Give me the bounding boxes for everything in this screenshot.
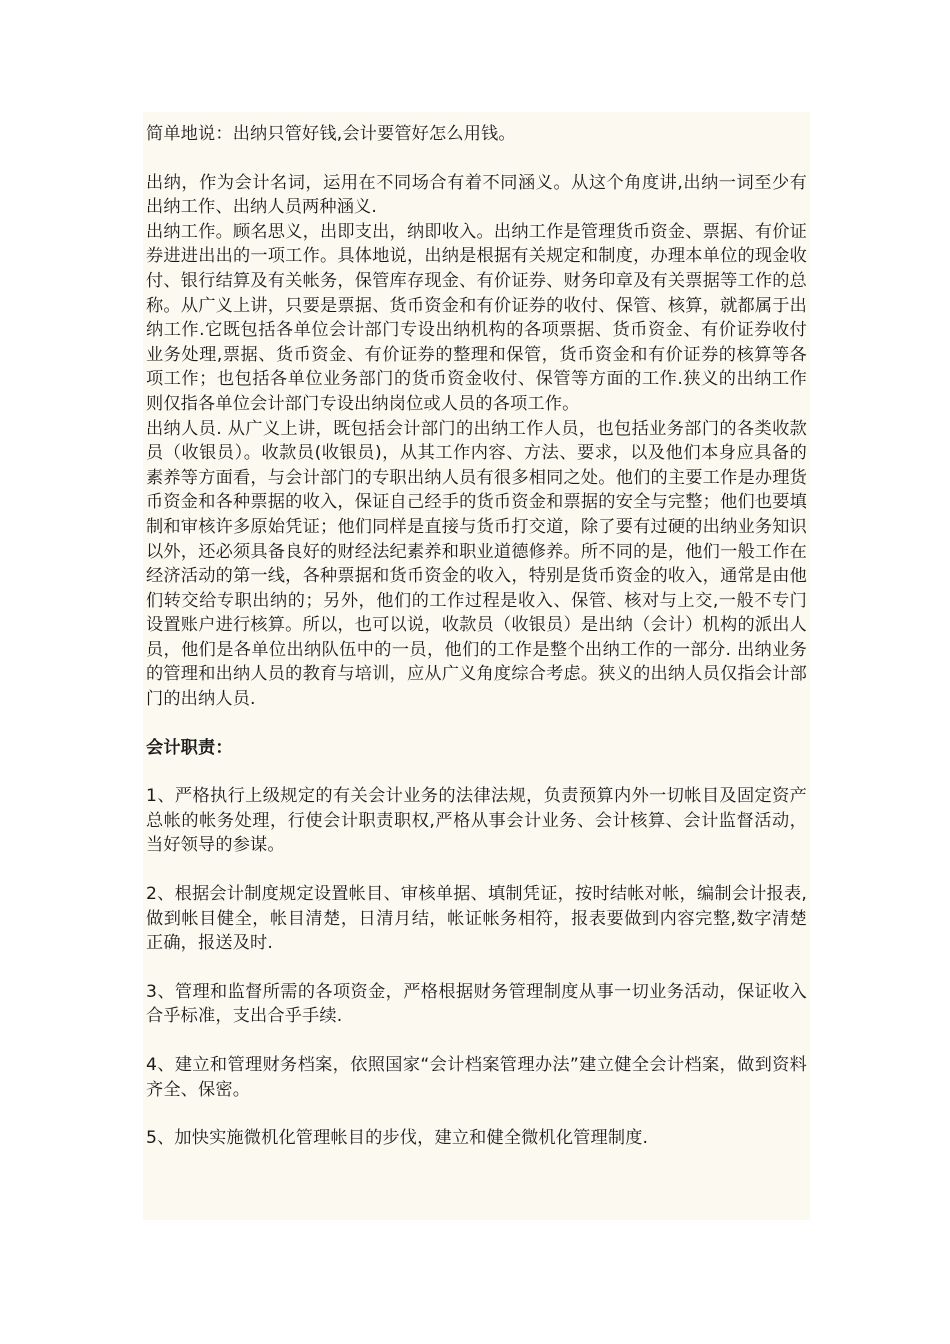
duty-item-2: 2、根据会计制度规定设置帐目、审核单据、填制凭证，按时结帐对帐，编制会计报表,做到帐目健全，帐目清楚，日清月结，帐证帐务相符，报表要做到内容完整,数字清楚正确，报送及时.: [146, 884, 807, 954]
duty-item-1: 1、严格执行上级规定的有关会计业务的法律法规，负责预算内外一切帐目及固定资产总帐的帐务处理，行使会计职责职权,严格从事会计业务、会计核算、会计监督活动，当好领导的参谋。: [146, 786, 807, 856]
document-body: [143, 112, 810, 1151]
duty-item-4: 4、建立和管理财务档案，依照国家“会计档案管理办法”建立健全会计档案，做到资料齐全、保密。: [146, 1055, 807, 1100]
cashier-definition-paragraph: 出纳，作为会计名词，运用在不同场合有着不同涵义。从这个角度讲,出纳一词至少有出纳工作、出纳人员两种涵义.: [146, 172, 807, 218]
document-page: [143, 112, 810, 1220]
intro-paragraph: 简单地说：出纳只管好钱,会计要管好怎么用钱。: [146, 124, 516, 144]
cashier-work-paragraph: 出纳工作。顾名思义，出即支出，纳即收入。出纳工作是管理货币资金、票据、有价证券进进出出的一项工作。具体地说，出纳是根据有关规定和制度，办理本单位的现金收付、银行结算及有关帐务，保管库存现金、有价证券、财务印章及有关票据等工作的总称。从广义上讲，只要是票据、货币资金和有价证券的收付、保管、核算，就都属于出纳工作.它既包括各单位会计部门专设出纳机构的各项票据、货币资金、有价证券收付业务处理,票据、货币资金、有价证券的整理和保管，货币资金和有价证券的核算等各项工作；也包括各单位业务部门的货币资金收付、保管等方面的工作.狭义的出纳工作则仅指各单位会计部门专设出纳岗位或人员的各项工作。: [146, 221, 807, 414]
duty-item-3: 3、管理和监督所需的各项资金，严格根据财务管理制度从事一切业务活动，保证收入合乎标准，支出合乎手续.: [146, 981, 807, 1027]
duties-heading: 会计职责：: [146, 737, 233, 758]
duty-item-5: 5、加快实施微机化管理帐目的步伐，建立和健全微机化管理制度.: [146, 1128, 649, 1149]
cashier-staff-paragraph: 出纳人员. 从广义上讲，既包括会计部门的出纳工作人员，也包括业务部门的各类收款员（收银员）。收款员(收银员)，从其工作内容、方法、要求，以及他们本身应具备的素养等方面看，与会计部门的专职出纳人员有很多相同之处。他们的主要工作是办理货币资金和各种票据的收入，保证自己经手的货币资金和票据的安全与完整；他们也要填制和审核许多原始凭证；他们同样是直接与货币打交道，除了要有过硬的出纳业务知识以外，还必须具备良好的财经法纪素养和职业道德修养。所不同的是，他们一般工作在经济活动的第一线，各种票据和货币资金的收入，特别是货币资金的收入，通常是由他们转交给专职出纳的；另外，他们的工作过程是收入、保管、核对与上交,一般不专门设置账户进行核算。所以，也可以说，收款员（收银员）是出纳（会计）机构的派出人员，他们是各单位出纳队伍中的一员，他们的工作是整个出纳工作的一部分. 出纳业务的管理和出纳人员的教育与培训，应从广义角度综合考虑。狭义的出纳人员仅指会计部门的出纳人员.: [146, 418, 807, 710]
